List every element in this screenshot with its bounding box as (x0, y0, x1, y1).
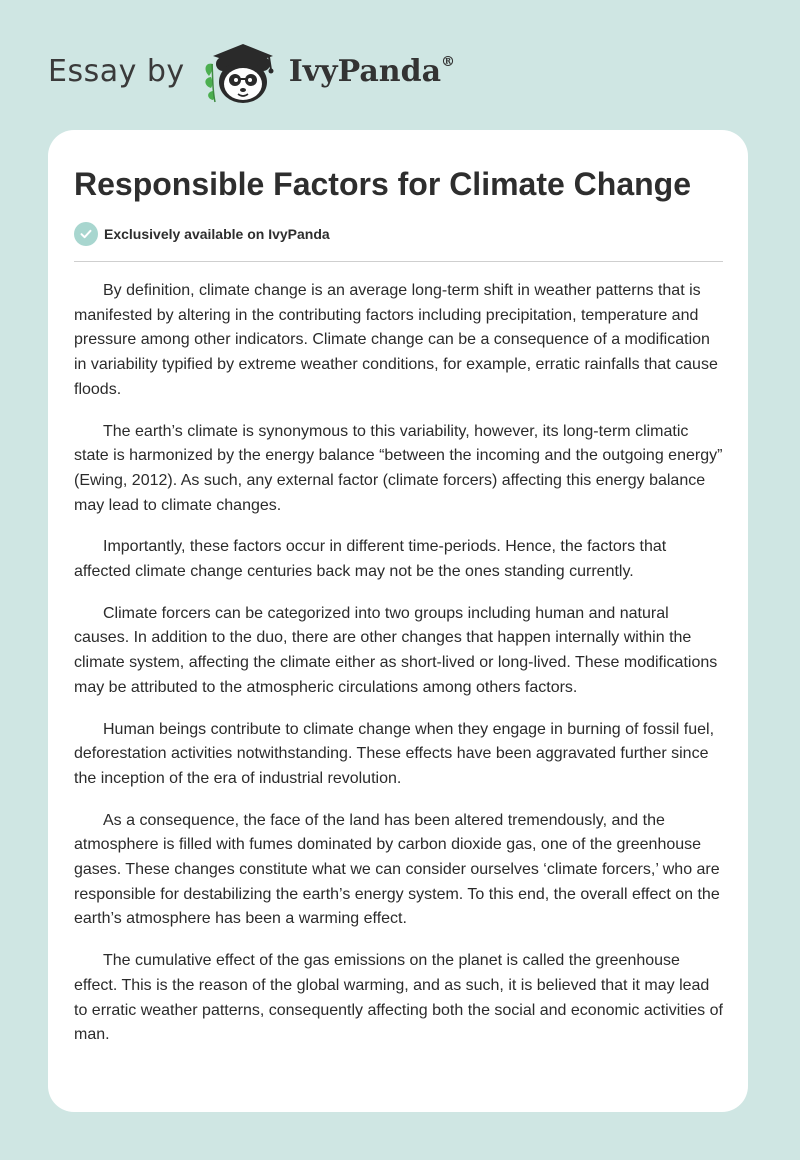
paragraph-3: Importantly, these factors occur in different time-periods. Hence, the factors that affected climate change centuries back may not be the ones standing currently. (74, 538, 667, 581)
paragraph-1: By definition, climate change is an average long-term shift in weather patterns that is manifested by altering in the contributing factors including precipitation, temperature and pressure among other indicators. Climate change can be a consequence of a modification in variability typified by extreme weather conditions, for example, erratic rainfalls that cause floods. (74, 282, 718, 398)
essay-by-label: Essay by (48, 54, 185, 89)
title-divider (74, 261, 723, 262)
paragraph-5: Human beings contribute to climate change when they engage in burning of fossil fuel, deforestation activities notwithstanding. These effects have been aggravated further since the inception of the era of industrial revolution. (74, 720, 715, 787)
registered-mark: ® (441, 54, 456, 70)
paragraph-4: Climate forcers can be categorized into two groups including human and natural causes. In addition to the duo, there are other changes that happen internally within the climate system, affecting the climate either as short-lived or long-lived. These modifications may be attributed to the atmospheric circulations among others factors. (74, 604, 718, 696)
essay-body (74, 279, 726, 1065)
site-header (48, 36, 455, 108)
brand-name[interactable] (288, 54, 456, 89)
check-circle-icon (74, 222, 98, 246)
paragraph-6: As a consequence, the face of the land has been altered tremendously, and the atmosphere is filled with fumes dominated by carbon dioxide gas, one of the greenhouse gases. These changes constitute what we can consider ourselves ‘climate forcers,’ who are responsible for destabilizing the earth’s energy system. To this end, the overall effect on the earth’s atmosphere has been a warming effect. (74, 811, 720, 928)
brand-name-text: IvyPanda (288, 54, 442, 89)
panda-graduate-logo-icon[interactable] (201, 36, 285, 108)
paragraph-2: The earth’s climate is synonymous to this variability, however, its long-term climatic state is harmonized by the energy balance “between the incoming and the outgoing energy” (Ewing, 2012). As such, any external factor (climate forcers) affecting this energy balance may lead to climate changes. (74, 422, 723, 514)
exclusive-badge-text: Exclusively available on IvyPanda (104, 226, 330, 242)
checkmark-icon (79, 227, 93, 241)
essay-card (48, 130, 748, 1112)
exclusive-badge (74, 222, 330, 246)
page-title: Responsible Factors for Climate Change (74, 166, 692, 202)
paragraph-7: The cumulative effect of the gas emissions on the planet is called the greenhouse effect. This is the reason of the global warming, and as such, it is believed that it may lead to erratic weather patterns, consequently affecting both the social and economic activities of man. (74, 952, 723, 1044)
